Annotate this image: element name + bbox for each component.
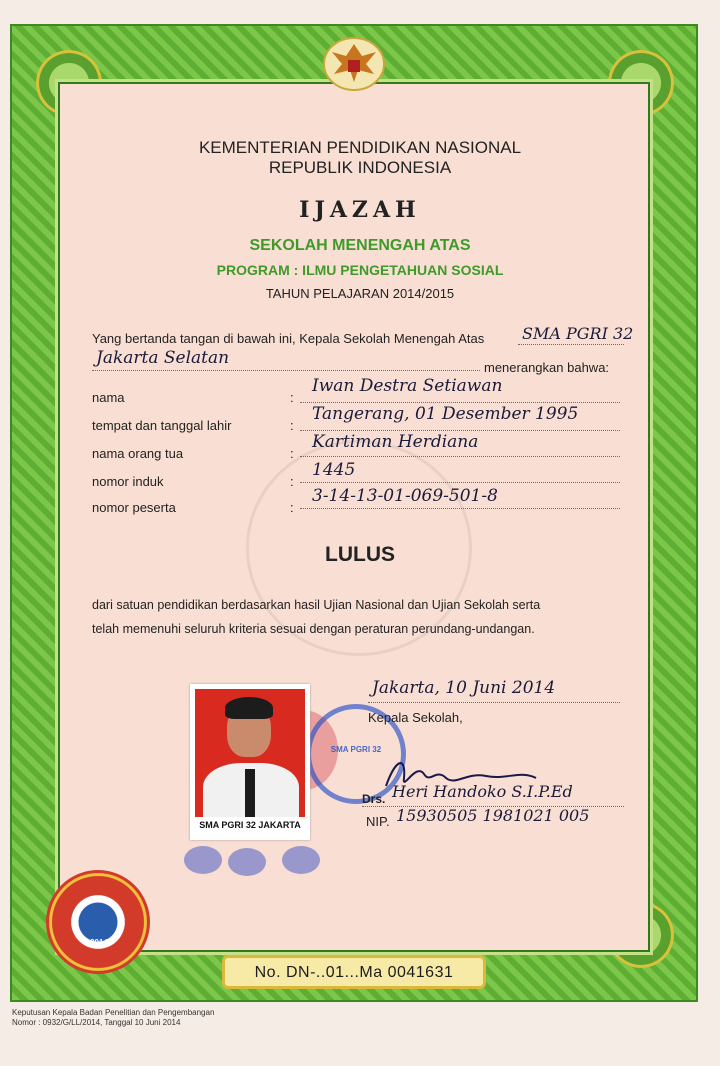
photo-hair xyxy=(225,697,273,719)
certificate-number: No. DN-..01...Ma 0041631 xyxy=(254,964,454,981)
body-line2: telah memenuhi seluruh kriteria sesuai dengan peraturan perundang-undangan. xyxy=(92,622,535,636)
field-label-student-number: nomor induk xyxy=(92,474,164,489)
field-label-participant-number: nomor peserta xyxy=(92,500,176,515)
result-status: LULUS xyxy=(325,543,395,566)
dotted-line xyxy=(518,344,624,345)
field-colon: : xyxy=(290,474,294,489)
document-title: IJAZAH xyxy=(299,197,421,223)
field-value-parent: Kartiman Herdiana xyxy=(312,432,479,452)
field-value-student-number: 1445 xyxy=(312,460,356,480)
signature-role: Kepala Sekolah, xyxy=(368,710,463,725)
field-value-birth: Tangerang, 01 Desember 1995 xyxy=(312,404,579,424)
school-type: SEKOLAH MENENGAH ATAS xyxy=(249,237,471,254)
student-photo xyxy=(190,684,310,840)
dotted-line xyxy=(300,508,620,509)
fingerprint-mark xyxy=(282,846,320,874)
fingerprint-mark xyxy=(228,848,266,876)
dotted-line xyxy=(300,482,620,483)
fingerprint-mark xyxy=(184,846,222,874)
stamp-text: SMA PGRI 32 xyxy=(330,745,382,754)
nip-prefix: NIP. xyxy=(366,814,390,829)
dotted-line xyxy=(368,702,620,703)
seal-year: 2014 xyxy=(90,938,108,947)
field-colon: : xyxy=(290,446,294,461)
academic-year: TAHUN PELAJARAN 2014/2015 xyxy=(265,286,455,301)
field-value-participant-number: 3-14-13-01-069-501-8 xyxy=(312,486,498,506)
signature-place-date: Jakarta, 10 Juni 2014 xyxy=(372,678,556,698)
field-label-birth: tempat dan tanggal lahir xyxy=(92,418,232,433)
field-colon: : xyxy=(290,390,294,405)
field-colon: : xyxy=(290,418,294,433)
nip-value: 15930505 1981021 005 xyxy=(396,806,590,825)
field-colon: : xyxy=(290,500,294,515)
dotted-line xyxy=(300,430,620,431)
field-label-parent: nama orang tua xyxy=(92,446,184,461)
photo-caption: SMA PGRI 32 JAKARTA xyxy=(199,820,301,830)
body-line1: dari satuan pendidikan berdasarkan hasil Ujian Nasional dan Ujian Sekolah serta xyxy=(92,598,541,612)
field-value-name: Iwan Destra Setiawan xyxy=(312,376,503,396)
signatory-name: Heri Handoko S.I.P.Ed xyxy=(392,782,573,801)
field-label-name: nama xyxy=(92,390,125,405)
city-handwritten: Jakarta Selatan xyxy=(96,348,230,368)
ministry-seal xyxy=(46,870,150,974)
photo-tie xyxy=(245,769,255,817)
photo-background xyxy=(195,689,305,817)
program-line: PROGRAM : ILMU PENGETAHUAN SOSIAL xyxy=(216,262,504,278)
dotted-line xyxy=(300,456,620,457)
certificate-number-plate xyxy=(222,955,486,989)
signatory-prefix: Drs. xyxy=(362,792,386,806)
footer-line2: Nomor : 0932/G/LL/2014, Tanggal 10 Juni 2014 xyxy=(12,1018,181,1027)
school-name-handwritten: SMA PGRI 32 xyxy=(522,324,634,343)
intro-text: Yang bertanda tangan di bawah ini, Kepala Sekolah Menengah Atas xyxy=(92,331,485,346)
ministry-line1: KEMENTERIAN PENDIDIKAN NASIONAL xyxy=(198,138,522,157)
ministry-line2: REPUBLIK INDONESIA xyxy=(268,158,452,177)
dotted-line xyxy=(92,370,480,371)
footer-line1: Keputusan Kepala Badan Penelitian dan Pengembangan xyxy=(12,1008,215,1017)
garuda-emblem-icon xyxy=(322,34,386,92)
dotted-line xyxy=(300,402,620,403)
intro-suffix: menerangkan bahwa: xyxy=(484,360,610,375)
